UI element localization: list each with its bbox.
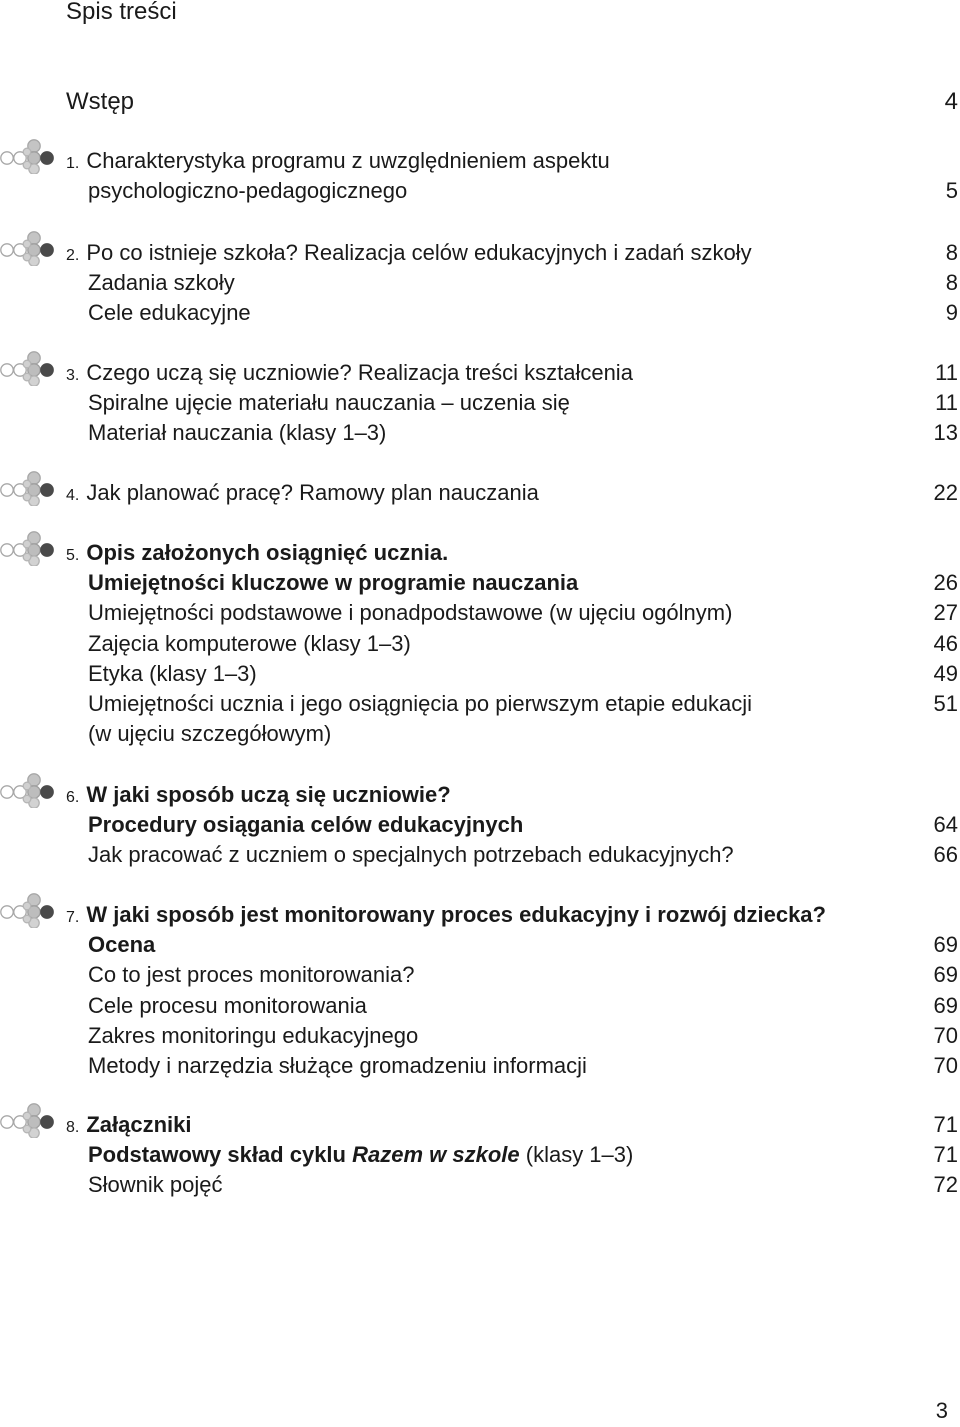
entry-title <box>88 1140 633 1170</box>
entry-title <box>88 1051 587 1081</box>
entry-title <box>88 991 367 1021</box>
entry-title <box>88 659 257 689</box>
toc-entry <box>88 1021 960 1051</box>
toc-entry-heading <box>66 358 960 388</box>
toc-entry-heading <box>66 900 960 930</box>
entry-text: Zajęcia komputerowe (klasy 1–3) <box>88 630 411 656</box>
toc-entry <box>88 810 960 840</box>
toc-entry <box>88 1170 960 1200</box>
entry-title: Wstęp <box>66 88 135 115</box>
entry-title <box>88 388 570 418</box>
entry-title <box>66 146 610 179</box>
entry-page: 70 <box>933 1053 958 1078</box>
toc-entry <box>88 689 960 719</box>
entry-page: 8 <box>945 240 958 265</box>
entry-title <box>88 840 734 870</box>
entry-text: Podstawowy skład cyklu <box>88 1142 346 1168</box>
entry-title <box>88 1170 223 1200</box>
entry-title <box>88 1021 418 1051</box>
toc-entry-heading <box>66 1110 960 1140</box>
bullet-dots-icon <box>0 1102 58 1138</box>
entry-page: 49 <box>933 660 958 686</box>
entry-text: Charakterystyka programu z uwzględnieniem aspektu <box>86 148 610 173</box>
entry-title <box>88 418 386 448</box>
entry-text: Zakres monitoringu edukacyjnego <box>88 1022 419 1048</box>
entry-text: Umiejętności kluczowe w programie nauczania <box>88 570 579 596</box>
entry-page: 46 <box>933 630 958 656</box>
entry-text: Słownik pojęć <box>88 1172 223 1198</box>
entry-text: Etyka (klasy 1–3) <box>88 660 257 686</box>
toc-entry <box>88 568 960 598</box>
bullet-dots-icon <box>0 892 58 928</box>
toc-entry-heading <box>66 538 960 568</box>
entry-page: 70 <box>933 1022 958 1048</box>
entry-title <box>88 568 578 598</box>
entry-text: Cele edukacyjne <box>88 300 251 326</box>
entry-title <box>66 358 633 391</box>
section-number: 8. <box>66 1119 80 1136</box>
entry-text: Cele procesu monitorowania <box>88 992 367 1018</box>
toc-entry <box>88 598 960 628</box>
entry-page: 69 <box>933 992 958 1018</box>
toc-entry <box>88 840 960 870</box>
entry-title <box>88 176 407 206</box>
entry-title <box>88 930 155 960</box>
section-number: 4. <box>66 487 80 504</box>
entry-title <box>66 538 448 571</box>
toc-entry-heading <box>66 780 960 810</box>
entry-page: 22 <box>933 480 958 505</box>
toc-entry <box>88 268 960 298</box>
toc-title: Spis treści <box>66 0 177 25</box>
entry-text: Zadania szkoły <box>88 270 235 296</box>
entry-title <box>88 298 251 328</box>
entry-title <box>66 900 826 933</box>
entry-text: Jak pracować z uczniem o specjalnych potrzebach edukacyjnych? <box>88 842 734 868</box>
section-number: 5. <box>66 547 80 564</box>
entry-title <box>66 478 539 511</box>
entry-text: Opis założonych osiągnięć ucznia. <box>86 540 449 565</box>
toc-entry <box>88 659 960 689</box>
toc-entry-heading <box>66 146 960 176</box>
section-number: 6. <box>66 789 80 806</box>
entry-title <box>88 598 732 628</box>
entry-title <box>88 960 415 990</box>
entry-page: 71 <box>933 1112 958 1137</box>
entry-italic-text: Razem w szkole <box>352 1142 520 1168</box>
entry-text: Umiejętności podstawowe i ponadpodstawowe (w ujęciu ogólnym) <box>88 600 733 626</box>
section-number: 7. <box>66 909 80 926</box>
entry-text: Spiralne ujęcie materiału nauczania – uczenia się <box>88 390 570 416</box>
section-number: 2. <box>66 247 80 264</box>
entry-page: 5 <box>945 178 958 204</box>
toc-entry <box>88 719 960 749</box>
entry-text: psychologiczno-pedagogicznego <box>88 178 408 204</box>
entry-text: Jak planować pracę? Ramowy plan nauczania <box>86 480 539 505</box>
section-number: 1. <box>66 155 80 172</box>
entry-title <box>66 1110 192 1143</box>
entry-text: Materiał nauczania (klasy 1–3) <box>88 420 387 446</box>
entry-page: 9 <box>945 300 958 326</box>
toc-entry <box>88 388 960 418</box>
toc-entry <box>88 176 960 206</box>
entry-title <box>88 719 331 749</box>
entry-title <box>88 268 235 298</box>
toc-entry <box>88 1140 960 1170</box>
bullet-dots-icon <box>0 530 58 566</box>
entry-title <box>66 780 451 813</box>
entry-text: Czego uczą się uczniowie? Realizacja treści kształcenia <box>86 360 633 385</box>
entry-page: 27 <box>933 600 958 626</box>
toc-entry <box>88 991 960 1021</box>
bullet-dots-icon <box>0 470 58 506</box>
entry-page: 64 <box>933 812 958 838</box>
toc-entry <box>88 1051 960 1081</box>
toc-entry-heading <box>66 238 960 268</box>
toc-entry <box>88 298 960 328</box>
entry-title <box>66 238 752 271</box>
entry-page: 51 <box>933 691 958 716</box>
toc-entry <box>88 418 960 448</box>
entry-title <box>88 689 752 719</box>
entry-text: Co to jest proces monitorowania? <box>88 962 415 988</box>
toc-entry <box>88 930 960 960</box>
entry-title <box>88 810 523 840</box>
entry-text: Załączniki <box>86 1112 192 1137</box>
entry-text: W jaki sposób jest monitorowany proces edukacyjny i rozwój dziecka? <box>86 902 826 927</box>
entry-page: 66 <box>933 842 958 868</box>
entry-text: W jaki sposób uczą się uczniowie? <box>86 782 451 807</box>
entry-page: 71 <box>933 1142 958 1168</box>
toc-entry-heading <box>66 478 960 508</box>
toc-entry <box>88 960 960 990</box>
bullet-dots-icon <box>0 230 58 266</box>
entry-title <box>88 629 411 659</box>
page-number: 3 <box>935 1398 948 1423</box>
entry-text: Procedury osiągania celów edukacyjnych <box>88 812 524 838</box>
entry-page: 11 <box>935 360 958 385</box>
entry-text: (klasy 1–3) <box>525 1142 634 1168</box>
entry-text: Po co istnieje szkoła? Realizacja celów edukacyjnych i zadań szkoły <box>86 240 752 265</box>
entry-text: Umiejętności ucznia i jego osiągnięcia po pierwszym etapie edukacji <box>88 691 753 716</box>
entry-text: (w ujęciu szczegółowym) <box>88 721 332 747</box>
bullet-dots-icon <box>0 772 58 808</box>
entry-page: 4 <box>944 88 958 115</box>
entry-page: 26 <box>933 570 958 596</box>
toc-entry-intro <box>66 86 960 118</box>
bullet-dots-icon <box>0 138 58 174</box>
entry-page: 69 <box>933 932 958 958</box>
toc-entry <box>88 629 960 659</box>
entry-page: 72 <box>933 1172 958 1198</box>
entry-page: 11 <box>935 390 958 416</box>
bullet-dots-icon <box>0 350 58 386</box>
entry-page: 8 <box>945 270 958 296</box>
entry-page: 69 <box>933 962 958 988</box>
section-number: 3. <box>66 367 80 384</box>
entry-page: 13 <box>933 420 958 446</box>
entry-text: Metody i narzędzia służące gromadzeniu informacji <box>88 1053 587 1078</box>
entry-text: Ocena <box>88 932 156 958</box>
